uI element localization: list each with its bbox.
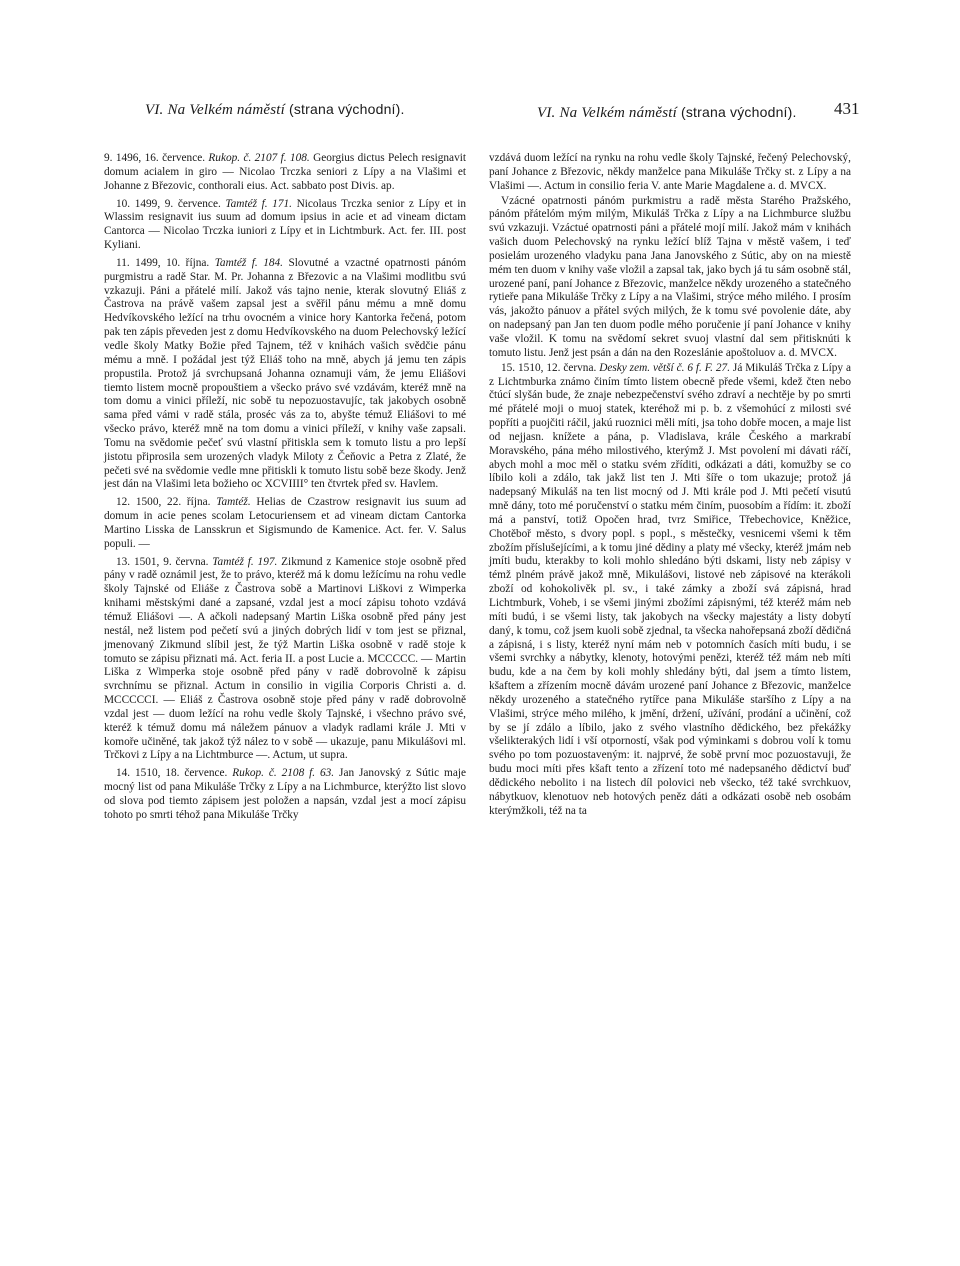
entry-lead: 10. 1499, 9. července. — [116, 197, 226, 210]
entry-lead: 13. 1501, 9. června. — [116, 555, 213, 568]
entry-body: Slovutné a vzactné opatrnosti pánóm purgmistru a radě Star. M. Pr. Johanna z Březovic a na Vlašimi modlitbu svú vzkazuji. Páni a přátelé milí. Jakož vás tajno nenie, kterak slovutný Eliáš z Častrova na právě vašem zapsal jest a svěřil pánu mému a mně domu Hedvíkovského ležící na trhu ovocném a vinice hory Kantorka řečená, potom pak ten zápis převeden jest z domu Hedvíkovského na duom Pelechovský ležící vedle školy Matky Božie před Tajnem, též v knihách vašich svědčie pánu mému a mně. I požádal jest týž Eliáš toho na mně, abych já jemu ten zápis propustila. Protož já svrchupsaná Johanna oznamuji vám, že jemu Eliášovi tiemto listem mocně propouštiem a všecko právo své vzdávám, kteréž mně na tom domu a vinici příleží, nic sobě tu nepozuostavujíc, tak jakobych osobně sama před vámi v radě stála, proséc vás za to, abyšte témuž Eliášovi to mé všecko právo, kteréž mně na tom domu a vinici příleží, v knihy vaše zapsali. Tomu na svědomie pečeť svú vlastní přitiskla sem k tomuto listu a pro lepší jistotu připrosila sem urozených vladyk Miloty z Čeňovic a Petra z Zlaté, že pečeti své na svědomie vedle mne přitiskli k tomuto listu sobě beze škody. Jenž jest dán na Vlašimi leta božieho oc XCVIIII° ten čtvrtek před sv. Havlem. — [104, 256, 466, 491]
entry-lead: 12. 1500, 22. října. — [116, 496, 217, 509]
entry-body: Já Mikuláš Trčka z Lípy a z Lichtmburka známo činím tímto listem obecně přede všemi, kdež čten nebo čtúcí slyšán bude, že znaje nebezpečenství svého zdraví a nechtěje by po smrti mé přátelé moji o muoj statek, kteréhož mi p. b. z všemohúcí z milosti své popříti a puojčiti ráčil, jakú ruoznici měli míti, jsa toho dobře mocen, a maje list od nejjasn. knížete a pána, p. Vladislava, krále Českého a markrabí Moravského, pána mého milostivého, kterýmž J. Mst povolení mi dávati ráčí, abych mohl a moc měl o statku svém zříditi, odkázati a dáti, komužby se co líbilo koli a zdálo, tak jakž list ten J. Mti šíře o tom ukazuje; protož já nadepsaný Mikuláš na ten list mocný od J. Mti krále pod J. Mti pečetí visutú mně dány, toto mé poručenství o statku mém činím, puosobím a řídím: it. zboží má a panství, totiž Opočen hrad, tvrz Smiřice, Třebechovice, Kněžice, Chotěboř město, s dvory popl. s popl., s městečky, vesnicemi všemi k těm zbožím příslušejícími, a k tomu jiné dědiny a platy mé všecky, kteréž jmám neb jmíti budu, kterakby to koli mohlo shledáno býti dskami, listy neb zápisy v témž plném právě jakož mně, Mikulášovi, listové neb zápisové na kterákoli zboží od kohokolivěk pl. sv., i také zámky a zboží svá zápisná, hrad Lichtmburk, Voheb, i se všemi jinými zbožími zápisnými, též kteréž mám neb míti budú, i se všemi listy, tak jakobych na všecky majestáty a listy dobytí daný, k tomu, což jsem kuoli sobě zjednal, ta všecka nahořepsaná zboží dědičná a zápisná, i s listy, kteréž nyní mám neb v potomních časích míti budu, i se všemi svrchky a nábytky, klenoty, hotovými penězi, kteréž též mám neb míti budu, kde a na čem by koli mohly shledány býti, dal jsem a tímto listem, kšaftem a zřízením mocně dávám urozené paní Johance z Březovic, manželce někdy urozeného a statečného rytířce pana Mikuláše staršího z Lípy a na Vlašimi, strýce mého milého, k jmění, držení, užívání, prodání a učinění, což by se jí zdálo a líbilo, jako z svého vlastního dědického, bez překážky všelikterakých lidí i vší otporností, však pod výminkami s dobrou volí k tomu svého po tom pozuostaveným: it. najprvé, že sobě první moc pozuostavuji, že budu moci míti přes kšaft tento a zřízení toto mé nadepsaného dědictví buď dědického nebolito i na listech díl polovici neb všecko, též také svrchkuov, nábytkuov, klenotuov neb hotových peněz dáti a odkázati osobě neb osobám kterýmžkoli, též na ta — [489, 361, 851, 817]
entry-body: vzdává duom ležící na rynku na rohu vedle školy Tajnské, řečený Pelechovský, paní Johance z Březovic, někdy manželce pana Mikuláše Trčky st. z Lípy a na Vlašimi —. Actum in consilio feria V. ante Marie Magdalene a. d. MVCX. — [489, 152, 851, 192]
entry-lead: 15. 1510, 12. června. — [501, 361, 600, 374]
text-column-left — [104, 152, 466, 824]
text-column-right — [489, 152, 851, 820]
entry-source: Rukop. č. 2108 f. 63. — [232, 767, 335, 780]
header-right-side: (strana východní). — [680, 104, 797, 120]
header-left-side: (strana východní). — [288, 101, 405, 117]
entry-body: Nicolaus Trczka senior z Lípy et in Wlassim resignavit ius suum ad domum ipsius in acie et ad vineam dictam Cantorca — Nicolao Trczka iuniori z Lípy et in Lichtmburk. Act. fer. III. post Kyliani. — [104, 197, 467, 252]
entry-9 — [104, 152, 466, 194]
entry-12 — [104, 496, 466, 551]
entry-15 — [489, 362, 851, 819]
entry-source: Tamtéž f. 184. — [214, 256, 283, 269]
entry-14 — [104, 767, 466, 822]
entry-body: Georgius dictus Pelech resignavit domum acialem in giro — Nicolao Trczka seniori z Lípy a na Vlašimi et Johanne z Březovic, conthorali eius. Act. sabbato post Divis. ap. — [104, 152, 466, 192]
header-right-section: VI. Na Velkém náměstí — [537, 105, 677, 121]
running-header-right — [537, 104, 797, 132]
entry-source: Tamtéž f. 197. — [212, 555, 278, 568]
entry-13 — [104, 556, 466, 764]
entry-body: Helias de Czastrow resignavit ius suum ad domum in acie penes scolam Letocuriensem et ad vineam dictam Cantorka Martino Lisska de Lansskrun et Sigismundo de Kamenice. Act. fer. V. Salus populi. — — [104, 496, 467, 550]
entry-lead: 14. 1510, 18. července. — [116, 767, 233, 780]
entry-source: Tamtéž f. 171. — [225, 197, 292, 210]
entry-11 — [104, 257, 466, 492]
entry-body: Jan Janovský z Sútic maje mocný list od pana Mikuláše Trčky z Lípy a na Lichmburce, kterýžto list slovo od slova pod tiemto zápisem jest položen a napsán, vzdal jest a mocí zápisu tohoto po smrti téhož pana Mikuláše Trčky — [104, 767, 467, 821]
entry-10 — [104, 198, 466, 253]
letter-paragraph — [489, 195, 851, 361]
entry-lead: 9. 1496, 16. července. — [104, 152, 209, 164]
entry-lead: 11. 1499, 10. října. — [116, 256, 215, 269]
entry-14-continued — [489, 152, 851, 194]
entry-source: Desky zem. větší č. 6 f. F. 27. — [599, 361, 731, 374]
running-header-left — [145, 101, 405, 129]
entry-body: Zikmund z Kamenice stoje osobně před pány v radě oznámil jest, že to právo, kteréž má k domu ležícímu na rohu vedle školy Tajnské od Eliáše z Častrova sobě a Martinovi Liškovi z Wimperka knihami městskými dané a zapsané, vzdal jest a mocí zápisu tohoto vzdává témuž Eliášovi —. A ačkoli nadepsaný Martin Liška osobně před pány jest nestál, než listem pod pečetí svú a jiných dobrých lidí v tom jest se přiznal, jmenovaný Zikmund slíbil jest, že týž Martin Liška osobně v radě stoje k tomuto se zápisu přiznati má. Act. feria II. a post Lucie a. MCCCCC. — Martin Liška z Wimperka stoje osobně před pány v radě dobrovolně k zápisu svrchnímu se přiznal. Actum in consilio in vigilia Corporis Christi a. d. MCCCCCI. — Eliáš z Častrova osobně stoje před pány v radě dobrovolně vzdal jest — duom ležící na rohu vedle školy Tajnské, i všechno právo své, kteréž k témuž domu má náležem pánuov a vladyk radlami krále J. Mti v komoře učiněné, tak jakož týž nález to v sobě — ukazuje, panu Mikulášovi ml. Trčkovi z Lípy a na Lichtmburce —. Actum, ut supra. — [104, 555, 466, 762]
header-left-section: VI. Na Velkém náměstí — [145, 102, 285, 118]
page-number: 431 — [834, 99, 860, 118]
entry-source: Tamtéž. — [216, 496, 251, 509]
entry-body: Vzácné opatrnosti pánóm purkmistru a radě města Starého Pražského, pánóm přátelóm mým milým, Mikuláš Trčka z Lípy a na Lichmburce službu svú vzkazuji. Vzáctué opatrnosti páni a přátelé mojí milí. Jakož mám v knihách vašich duom Pelechovský na rynku ležící blíž Tajna v městě vašem, i teď posielám urozeného vladyku pana Jana Janovského z Sútic, aby on na miestě mém ten duom v knihy vaše vložil a zapsal tak, jako bych já tu sám osobně stál, urozené paní, paní Johance z Březovic, manželce někdy urozeného a statečného rytieře pana Mikuláše Trčky z Lípy a na Vlašimi, strýce mého milého. I prosím vás, jakožto pánuov a přátel svých milých, že k tomu své povolenie dáte, aby on nadepsaný pan Jan ten duom podle mého poručenie jí paní Johance v knihy vaše vložil. K tomu na svědomí sekret svuoj vlastní dal sem přitisknúti k tomuto listu. Jenž jest psán a dán na den Rozeslánie apoštoluov a. d. MVCX. — [489, 194, 851, 359]
entry-source: Rukop. č. 2107 f. 108. — [208, 152, 310, 164]
